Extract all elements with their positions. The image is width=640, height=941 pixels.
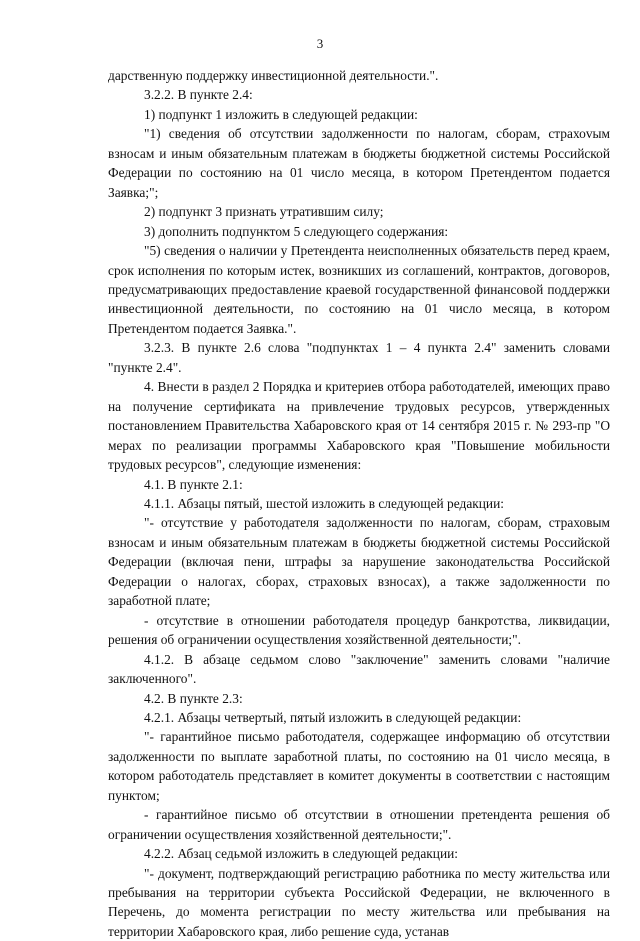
paragraph: 3.2.2. В пункте 2.4: xyxy=(144,87,253,103)
paragraph: - гарантийное письмо об отсутствии в отношении претендента решения об ограничении осуществления хозяйственной деятельности;". xyxy=(108,807,610,842)
paragraph: 1) подпункт 1 изложить в следующей редакции: xyxy=(144,106,418,122)
paragraph: 2) подпункт 3 признать утратившим силу; xyxy=(144,204,384,220)
paragraph: "5) сведения о наличии у Претендента неисполненных обязательств перед краем, срок исполнения по которым истек, возникших из соглашений, контрактов, договоров, предусматривающих предоставление краевой государственной финансовой поддержки инвестиционной деятельности, по состоянию на 01 число месяца, в котором Претендентом подается Заявка.". xyxy=(108,243,610,336)
paragraph: "- документ, подтверждающий регистрацию работника по месту жительства или пребывания на территории субъекта Российской Федерации, не включенного в Перечень, до момента регистрации по месту жительства или пребывания на территории Хабаровского края, либо решение суда, устанав xyxy=(108,865,610,939)
paragraph: - отсутствие в отношении работодателя процедур банкротства, ликвидации, решения об ограничении осуществления хозяйственной деятельности;". xyxy=(108,612,610,648)
paragraph: 4. Внести в раздел 2 Порядка и критериев отбора работодателей, имеющих право на получение сертификата на привлечение трудовых ресурсов, утвержденных постановлением Правительства Хабаровского края от 14 сентября 2015 г. № 293-пр "О мерах по реализации программы Хабаровского края "Повышение мобильности трудовых ресурсов", следующие изменения: xyxy=(108,379,610,473)
paragraph: дарственную поддержку инвестиционной деятельности.". xyxy=(108,68,439,83)
paragraph: 4.1.2. В абзаце седьмом слово "заключение" заменить словами "наличие заключенного". xyxy=(108,651,610,687)
paragraph: 4.1. В пункте 2.1: xyxy=(144,476,243,492)
paragraph: 4.2.1. Абзацы четвертый, пятый изложить в следующей редакции: xyxy=(144,709,522,725)
page-number: 3 xyxy=(316,36,324,51)
paragraph: 3) дополнить подпунктом 5 следующего содержания: xyxy=(144,223,449,239)
paragraph: "- отсутствие у работодателя задолженности по налогам, сборам, страховым взносам и иным обязательным платежам в бюджеты бюджетной системы Российской Федерации (включая пени, штрафы за нарушение законодательства Российской Федерации о налогах, сборах, страховых взносах), а также задолженности по заработной плате; xyxy=(108,515,610,609)
paragraph: 4.2. В пункте 2.3: xyxy=(144,690,243,706)
document-body xyxy=(108,66,610,941)
paragraph: "1) сведения об отсутствии задолженности по налогам, сборам, страхоvым взносам и иным обязательным платежам в бюджеты бюджетной системы Российской Федерации по состоянию на 01 число месяца, в котором Претендентом подается Заявка;"; xyxy=(108,126,610,200)
paragraph: 3.2.3. В пункте 2.6 слова "подпунктах 1 – 4 пункта 2.4" заменить словами "пункте 2.4". xyxy=(108,340,610,375)
paragraph: 4.2.2. Абзац седьмой изложить в следующей редакции: xyxy=(144,846,459,862)
paragraph: "- гарантийное письмо работодателя, содержащее информацию об отсутствии задолженности по выплате заработной платы, по состоянию на 01 число месяца, в котором работодатель представляет в комитет документы в соответствии с настоящим пунктом; xyxy=(108,729,610,803)
paragraph: 4.1.1. Абзацы пятый, шестой изложить в следующей редакции: xyxy=(144,495,504,511)
